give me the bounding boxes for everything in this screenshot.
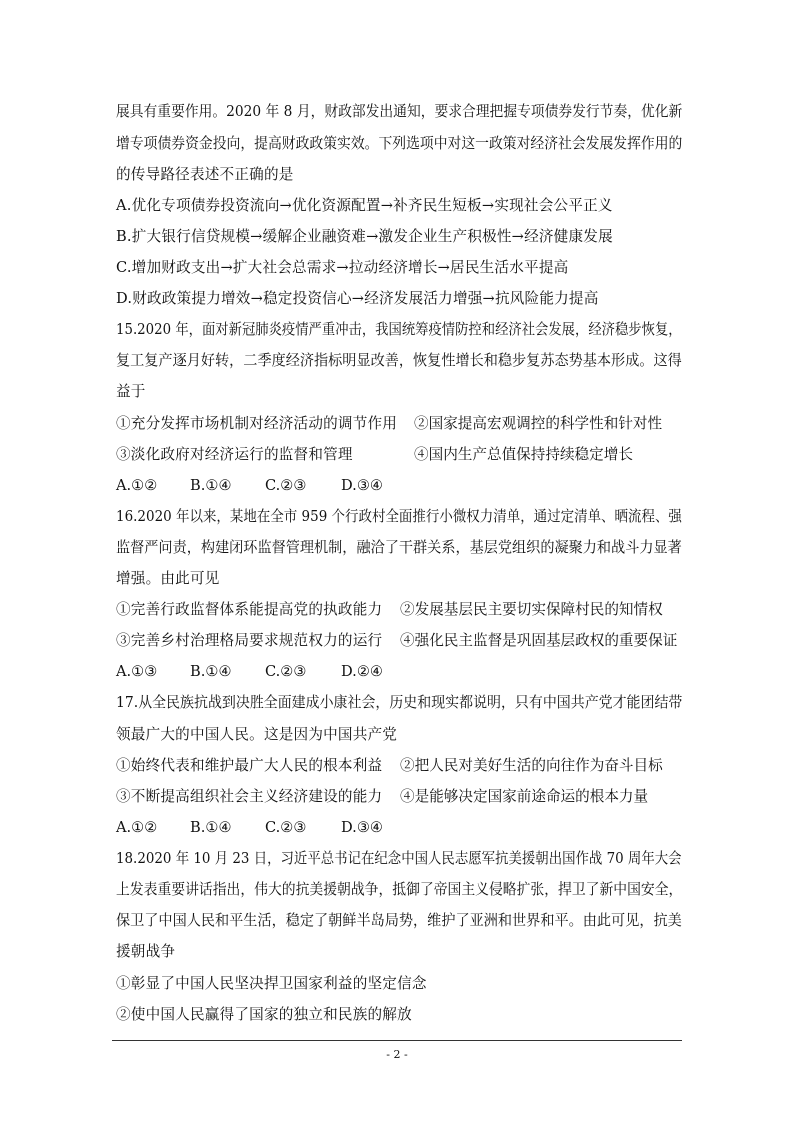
q17-stem-line-1: 17.从全民族抗战到决胜全面建成小康社会，历史和现实都说明，只有中国共产党才能团结带 [116, 694, 683, 711]
q18-statement-2: ②使中国人民赢得了国家的独立和民族的解放 [116, 1006, 412, 1023]
q15-stem-line-1: 15.2020 年，面对新冠肺炎疫情严重冲击，我国统筹疫情防控和经济社会发展，经济稳步恢复， [116, 321, 682, 338]
q14-text-line-2: 增专项债券资金投向，提高财政政策实效。下列选项中对这一政策对经济社会发展发挥作用的 [116, 135, 683, 152]
q16-statement-2: ②发展基层民主要切实保障村民的知情权 [400, 601, 663, 618]
q16-stem-line-2: 监督严问责，构建闭环监督管理机制，融洽了干群关系，基层党组织的凝聚力和战斗力显著 [116, 539, 682, 556]
q15-statement-3: ③淡化政府对经济运行的监督和管理 [116, 446, 353, 463]
q17-statement-1: ①始终代表和维护最广大人民的根本利益 [116, 757, 383, 774]
q16-statement-1: ①完善行政监督体系能提高党的执政能力 [116, 601, 383, 618]
q17-stem-line-2: 领最广大的中国人民。这是因为中国共产党 [116, 726, 398, 743]
q15-choice-b: B.①④ [190, 477, 232, 494]
q14-option-a: A.优化专项债券投资流向→优化资源配置→补齐民生短板→实现社会公平正义 [116, 197, 613, 214]
q17-choice-b: B.①④ [190, 819, 232, 836]
q18-stem-line-3: 保卫了中国人民和平生活，稳定了朝鲜半岛局势，维护了亚洲和世界和平。由此可见，抗美 [116, 912, 682, 929]
q16-stem-line-3: 增强。由此可见 [116, 570, 220, 587]
q17-choice-a: A.①② [116, 819, 158, 836]
q18-stem-line-4: 援朝战争 [116, 943, 176, 960]
page-number: - 2 - [386, 1048, 408, 1061]
q15-choice-d: D.③④ [341, 477, 383, 494]
q16-choice-c: C.②③ [265, 663, 307, 680]
q16-choice-a: A.①③ [116, 663, 158, 680]
q17-statement-3: ③不断提高组织社会主义经济建设的能力 [116, 788, 383, 805]
q17-statement-2: ②把人民对美好生活的向往作为奋斗目标 [400, 757, 663, 774]
q18-stem-line-1: 18.2020 年 10 月 23 日，习近平总书记在纪念中国人民志愿军抗美援朝出国作战 70 周年大会 [116, 850, 682, 867]
q15-choice-a: A.①② [116, 477, 158, 494]
q18-statement-1: ①彰显了中国人民坚决捍卫国家利益的坚定信念 [116, 975, 427, 992]
q16-choice-b: B.①④ [190, 663, 232, 680]
q14-text-line-1: 展具有重要作用。2020 年 8 月，财政部发出通知，要求合理把握专项债券发行节奏，优化新 [116, 103, 683, 120]
q14-text-line-3: 的传导路径表述不正确的是 [116, 166, 294, 183]
q16-statement-3: ③完善乡村治理格局要求规范权力的运行 [116, 632, 383, 649]
q15-stem-line-2: 复工复产逐月好转，二季度经济指标明显改善，恢复性增长和稳步复苏态势基本形成。这得 [116, 352, 682, 369]
q17-choice-d: D.③④ [341, 819, 383, 836]
q17-choice-c: C.②③ [265, 819, 307, 836]
q15-statement-2: ②国家提高宏观调控的科学性和针对性 [414, 415, 663, 432]
q17-statement-4: ④是能够决定国家前途命运的根本力量 [400, 788, 649, 805]
q16-stem-line-1: 16.2020 年以来，某地在全市 959 个行政村全面推行小微权力清单，通过定清单、晒流程、强 [116, 508, 682, 525]
q14-option-d: D.财政政策提力增效→稳定投资信心→经济发展活力增强→抗风险能力提高 [116, 290, 599, 307]
q15-choice-c: C.②③ [265, 477, 307, 494]
q15-stem-line-3: 益于 [116, 383, 146, 400]
q14-option-b: B.扩大银行信贷规模→缓解企业融资难→激发企业生产积极性→经济健康发展 [116, 228, 613, 245]
footer-divider [112, 1040, 682, 1041]
q15-statement-4: ④国内生产总值保持持续稳定增长 [414, 446, 633, 463]
q18-stem-line-2: 上发表重要讲话指出，伟大的抗美援朝战争，抵御了帝国主义侵略扩张，捍卫了新中国安全， [116, 881, 683, 898]
q14-option-c: C.增加财政支出→扩大社会总需求→拉动经济增长→居民生活水平提高 [116, 259, 569, 276]
q16-choice-d: D.②④ [341, 663, 383, 680]
q15-statement-1: ①充分发挥市场机制对经济活动的调节作用 [116, 415, 398, 432]
q16-statement-4: ④强化民主监督是巩固基层政权的重要保证 [400, 632, 678, 649]
